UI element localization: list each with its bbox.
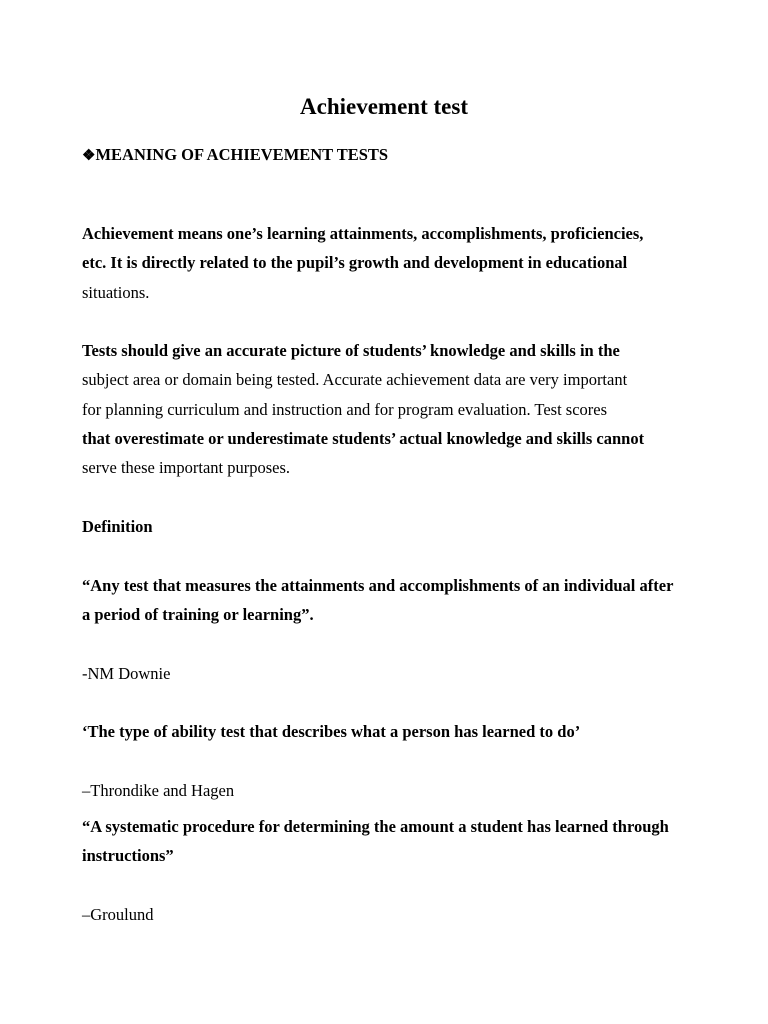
quote-author-downie: -NM Downie bbox=[82, 664, 171, 683]
section-heading bbox=[82, 143, 388, 168]
definition-quote-downie bbox=[82, 571, 694, 630]
section-heading-text: MEANING OF ACHIEVEMENT TESTS bbox=[95, 145, 389, 164]
paragraph-line: etc. It is directly related to the pupil’s growth and development in educational bbox=[82, 253, 628, 273]
paragraph-line: for planning curriculum and instruction and for program evaluation. Test scores bbox=[82, 399, 608, 419]
paragraph-line: Tests should give an accurate picture of students’ knowledge and skills in the bbox=[82, 341, 620, 360]
definition-quote-groulund bbox=[82, 812, 694, 871]
paragraph-accurate-tests bbox=[82, 336, 694, 482]
paragraph-line: serve these important purposes. bbox=[82, 458, 291, 478]
quote-line: “A systematic procedure for determining the amount a student has learned through bbox=[82, 817, 669, 836]
quote-author-groulund: –Groulund bbox=[82, 905, 154, 924]
quote-author-throndike: –Throndike and Hagen bbox=[82, 781, 235, 800]
paragraph-line: subject area or domain being tested. Accurate achievement data are very important bbox=[82, 370, 628, 390]
diamond-bullet-icon: ❖ bbox=[82, 148, 95, 164]
definition-heading: Definition bbox=[82, 517, 153, 536]
paragraph-achievement-meaning bbox=[82, 219, 694, 307]
paragraph-line: situations. bbox=[82, 282, 150, 302]
page-title: Achievement test bbox=[300, 94, 468, 119]
quote-line: instructions” bbox=[82, 846, 174, 866]
definition-quote-throndike: ‘The type of ability test that describes what a person has learned to do’ bbox=[82, 722, 581, 741]
paragraph-line: Achievement means one’s learning attainments, accomplishments, proficiencies, bbox=[82, 224, 644, 243]
paragraph-line: that overestimate or underestimate students’ actual knowledge and skills cannot bbox=[82, 428, 645, 448]
quote-line: a period of training or learning”. bbox=[82, 605, 314, 625]
quote-line: “Any test that measures the attainments and accomplishments of an individual after bbox=[82, 576, 674, 595]
